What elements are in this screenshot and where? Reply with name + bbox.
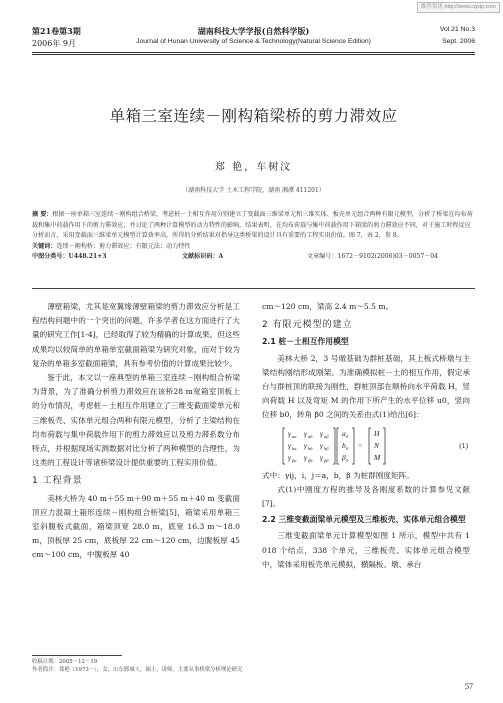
background-paragraph: 美林大桥为 40 m＋55 m＋90 m＋55 m＋40 m 变截面顶应力混凝土箱形连续－刚构组合桥梁[5]，箱梁采用单箱三室斜腹板式截面，箱梁顶宽 28.0 m，底宽 16.3 m～18.0 m，顶板厚 25 cm，底板厚 22 cm～120 cm，边腹板厚 45 cm～100 cm，中腹板厚 40 (32, 493, 240, 560)
section-heading-2: 2 有限元模型的建立 (262, 320, 353, 331)
svg-text:bβ: bβ (324, 445, 329, 451)
affiliation: （湖南科技大学 土木工程学院，湖南 湘潭 411201） (182, 187, 325, 194)
svg-text:M: M (374, 452, 381, 462)
svg-text:0: 0 (346, 433, 349, 439)
svg-text:γ: γ (320, 428, 323, 438)
keywords-label: 关键词： (32, 242, 57, 250)
svg-text:γ: γ (320, 452, 323, 462)
classification-row (32, 252, 475, 263)
svg-text:β: β (342, 452, 346, 462)
svg-text:ab: ab (308, 433, 313, 439)
continued-text: cm～120 cm，梁高 2.4 m～5.5 m。 (262, 302, 394, 311)
date-en: Sept. 2006 (442, 38, 475, 45)
svg-text:aβ: aβ (324, 433, 329, 439)
footnote-rule (32, 655, 122, 656)
keywords-text: 连续－刚构桥；剪力滞效应；有限元法；动力特性 (56, 242, 191, 250)
article-id: 文章编号：1672－9102(2006)03－0057－04 (307, 253, 439, 260)
section-heading-1: 1 工程背景 (32, 476, 83, 487)
paper-title: 单箱三室连续－刚构箱梁桥的剪力滞效应 (109, 107, 398, 125)
svg-text:βa: βa (292, 457, 297, 463)
intro-paragraph-1: 薄壁箱梁，尤其是宽翼缘薄壁箱梁的剪力滞效应分析是工程结构问题中的一个突出的问题，许多学者在这方面进行了大量的研究工作[1-4]，已经取得了较为精确的计算成果。但这些成果均以较简单的单箱单室截面箱梁为研究对象，而对于较为复杂的单箱多室截面箱梁，具有参考价值的计算成果比较少。 (32, 302, 240, 368)
svg-text:aa: aa (292, 433, 297, 439)
authors: 郑 艳，车树汶 (214, 162, 293, 173)
author-bio: 作者简介：郑艳（1973－），女，山东郓城人，硕士，讲师，主要从事桥梁分析理论研究 (32, 667, 243, 673)
left-column (32, 300, 240, 563)
volume-en: Vol.21 No.3 (439, 26, 475, 33)
header-rule-thin (32, 54, 475, 55)
abstract-text: 根据一座单箱三室连续－刚构组合桥梁，考虑桩－土相互作用分别建立了变截面三维梁单元和三维实体、板壳单元组合两种有限元模型，分析了桥梁在均布荷载和集中荷载作用下的剪力滞效应，并讨论了两种计算模型的动力特性的影响。结果表明，在均布荷载与集中荷载作用下箱梁的剪力滞效应不同，对于施工时程反应分析而言，采用变截面三维梁单元模型计算效率高，所得的分析结果对指导这类桥梁的设计具有重要的工程实用价值。图 7，表 2，参 8。 (32, 211, 473, 239)
svg-text:ba: ba (292, 445, 297, 451)
svg-text:γ: γ (288, 452, 291, 462)
svg-text:γ: γ (288, 428, 291, 438)
stiffness-matrix-equation (282, 426, 422, 466)
intro-paragraph-2: 鉴于此，本文以一座典型的单箱三室连续－刚构组合桥梁为背景，为了准确分析剪力滞效应在该桥28 m宽箱室顶板上的分布情况，考虑桩－土相互作用建立了三维变截面梁单元和三维板壳、实体单元组合两种有限元模型，分析了主梁结构在均布荷载与集中荷载作用下的剪力滞效应以及剪力滞系数分布特点，并根据现场实测数据对比分析了两种模型的合理性，为这类的工程设计等诸桥梁设计提供重要的工程实用价值。 (32, 373, 240, 468)
volume-cn: 第21卷第3期 (32, 26, 81, 36)
running-header (32, 26, 475, 50)
abstract-label: 摘 要： (32, 211, 53, 218)
svg-text:=: = (358, 440, 363, 450)
svg-text:N: N (374, 440, 380, 450)
svg-text:γ: γ (304, 440, 307, 450)
abstract-block (32, 210, 475, 263)
svg-text:γ: γ (288, 440, 291, 450)
page-number: 57 (465, 682, 473, 691)
abstract-rule (32, 288, 475, 289)
svg-text:ββ: ββ (324, 457, 329, 463)
document-code: 文献标识码：A (182, 253, 224, 260)
right-column (262, 300, 470, 572)
svg-text:bb: bb (308, 445, 313, 451)
equation-number: (1) (459, 440, 468, 450)
keywords (32, 242, 475, 253)
svg-text:0: 0 (346, 457, 349, 463)
svg-text:γ: γ (304, 452, 307, 462)
model-paragraph: 三维变截面梁单元计算模型如图 1 所示，模型中共有 1 018 个结点，338 个单元，三维板壳、实体单元组合模型中，梁体采用板壳单元模拟，横隔板、墩、承台 (262, 531, 470, 569)
equation-1 (262, 426, 470, 466)
journal-title-en: Journal of Hunan University of Science & Technology(Natural Science Edition) (136, 38, 371, 45)
footnote (32, 658, 332, 674)
clc-number: 中图分类号：U448.21+3 (32, 253, 107, 260)
watermark: 维普资讯 http://www.cqvip.com (417, 2, 500, 13)
pile-soil-paragraph: 美林大桥 2，3 号墩基础为群桩基础，其上板式桥墩与主梁结构刚结形成刚架。为准确模拟桩－土的相互作用，假定承台与群桩顶的联接为刚性，群桩顶部在顺桥向水平荷载 H，竖向荷载 H 以及弯矩 M 的作用下所产生的水平位移 u0，竖向位移 b0，转角 β0 之间的关系由式(1)给出[6]： (262, 353, 470, 420)
date-cn: 2006年 9月 (32, 39, 76, 48)
abstract (32, 210, 475, 242)
svg-text:γ: γ (304, 428, 307, 438)
svg-text:βb: βb (308, 457, 313, 463)
subsection-heading-2-1: 2.1 桩－土相互作用模型 (262, 337, 349, 347)
svg-text:0: 0 (346, 445, 349, 451)
subsection-heading-2-2: 2.2 三维变截面梁单元模型及三维板壳、实体单元组合模型 (262, 515, 466, 525)
svg-text:H: H (374, 428, 380, 438)
received-date: 收稿日期：2005－12－19 (32, 659, 98, 665)
reference-sentence: 式(1)中刚度方程的推导及各刚度系数的计算参见文献[7]。 (262, 484, 470, 509)
equation-explanation: 式中：γij，i，j＝a，b，β 为桩群刚度矩阵。 (262, 470, 414, 480)
svg-text:b: b (342, 440, 346, 450)
svg-text:γ: γ (320, 440, 323, 450)
svg-text:a: a (342, 428, 346, 438)
journal-title-cn: 湖南科技大学学报(自然科学版) (197, 26, 310, 36)
header-rule (32, 52, 475, 53)
